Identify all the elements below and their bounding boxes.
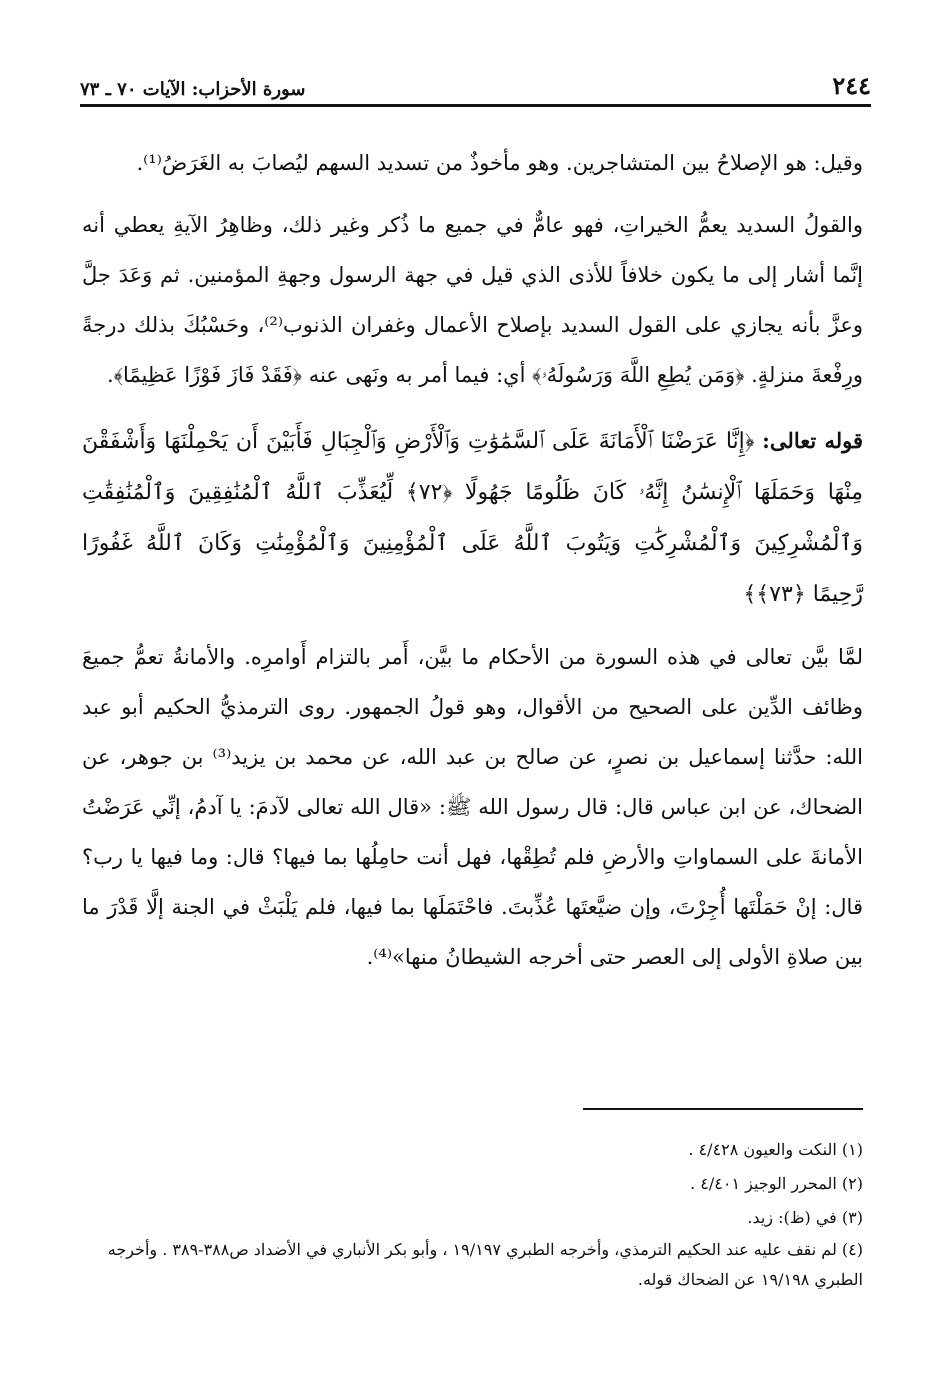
footnote-4: (٤) لم نقف عليه عند الحكيم الترمذي، وأخرجه الطبري ١٩/١٩٧ ، وأبو بكر الأنباري في الأضداد ص٣٨٨-٣٨٩ . وأخرجه الطبري ١٩/١٩٨ عن الضحاك قوله. [107, 1240, 863, 1289]
page-number: ٢٤٤ [832, 71, 871, 100]
surah-title: سورة الأحزاب: الآيات ٧٠ ـ ٧٣ [80, 79, 306, 100]
footnote-1: (١) النكت والعيون ٤/٤٢٨ . [688, 1140, 863, 1159]
paragraph-1: وقيل: هو الإصلاحُ بين المتشاجرين. وهو مأخوذٌ من تسديد السهم ليُصابَ به الغَرَضُ⁽¹⁾. [136, 151, 863, 175]
footnote-3: (٣) في (ظ): زيد. [747, 1208, 863, 1227]
footnotes [82, 1133, 863, 1295]
footnote-separator [583, 1108, 863, 1110]
verse-label: قوله تعالى: [762, 428, 863, 453]
paragraph-2: والقولُ السديد يعمُّ الخيراتِ، فهو عامٌّ في جميع ما ذُكر وغير ذلك، وظاهِرُ الآيةِ يعطي أنه إنَّما أشار إلى ما يكون خلافاً للأذى الذي قيل في جهة الرسول وجهةِ المؤمنين. ثم وَعَدَ جلَّ وعزَّ بأنه يجازي على القول السديد بإصلاح الأعمال وغفران الذنوب⁽²⁾، وحَسْبُكَ بذلك درجةً ورِفْعةَ منزلةٍ. ﴿وَمَن يُطِعِ اللَّهَ وَرَسُولَهُۥ﴾ أي: فيما أمر به ونَهى عنه ﴿فَقَدْ فَازَ فَوْزًا عَظِيمًا﴾. [82, 213, 863, 387]
commentary-paragraph: لمَّا بيَّن تعالى في هذه السورة من الأحكام ما بيَّن، أَمر بالتزام أَوامرِه. والأمانةُ تعمُّ جميعَ وظائف الدِّين على الصحيح من الأقوال، وهو قولُ الجمهور. روى الترمذيُّ الحكيم أبو عبد الله: حدَّثنا إسماعيل بن نصرٍ، عن صالح بن عبد الله، عن محمد بن يزيد⁽³⁾ بن جوهر، عن الضحاك، عن ابن عباس قال: قال رسول الله ﷺ: «قال الله تعالى لآدمَ: يا آدمُ، إنِّي عَرَضْتُ الأمانةَ على السماواتِ والأرضِ فلم تُطِقْها، فهل أنت حامِلُها بما فيها؟ قال: وما فيها يا رب؟ قال: إنْ حَمَلْتَها أُجِرْتَ، وإن ضيَّعتَها عُذِّبتَ. فاحْتَمَلَها بما فيها، فلم يَلْبَثْ في الجنة إلَّا قَدْرَ ما بين صلاةِ الأولى إلى العصر حتى أخرجه الشيطانُ منها»⁽⁴⁾. [82, 645, 863, 969]
verse-text: ﴿إِنَّا عَرَضْنَا ٱلْأَمَانَةَ عَلَى ٱلسَّمَٰوَٰتِ وَٱلْأَرْضِ وَٱلْجِبَالِ فَأَبَيْنَ أَن يَحْمِلْنَهَا وَأَشْفَقْنَ مِنْهَا وَحَمَلَهَا ٱلْإِنسَٰنُ إِنَّهُۥ كَانَ ظَلُومًا جَهُولًا ﴿٧٢﴾ لِّيُعَذِّبَ ٱللَّهُ ٱلْمُنَٰفِقِينَ وَٱلْمُنَٰفِقَٰتِ وَٱلْمُشْرِكِينَ وَٱلْمُشْرِكَٰتِ وَيَتُوبَ ٱللَّهُ عَلَى ٱلْمُؤْمِنِينَ وَٱلْمُؤْمِنَٰتِ وَكَانَ ٱللَّهُ غَفُورًا رَّحِيمًا ﴿٧٣﴾﴾ [82, 429, 863, 607]
footnote-2: (٢) المحرر الوجيز ٤/٤٠١ . [690, 1174, 863, 1193]
running-header [80, 60, 871, 107]
main-text [82, 138, 863, 982]
quran-verse-block [82, 416, 863, 620]
